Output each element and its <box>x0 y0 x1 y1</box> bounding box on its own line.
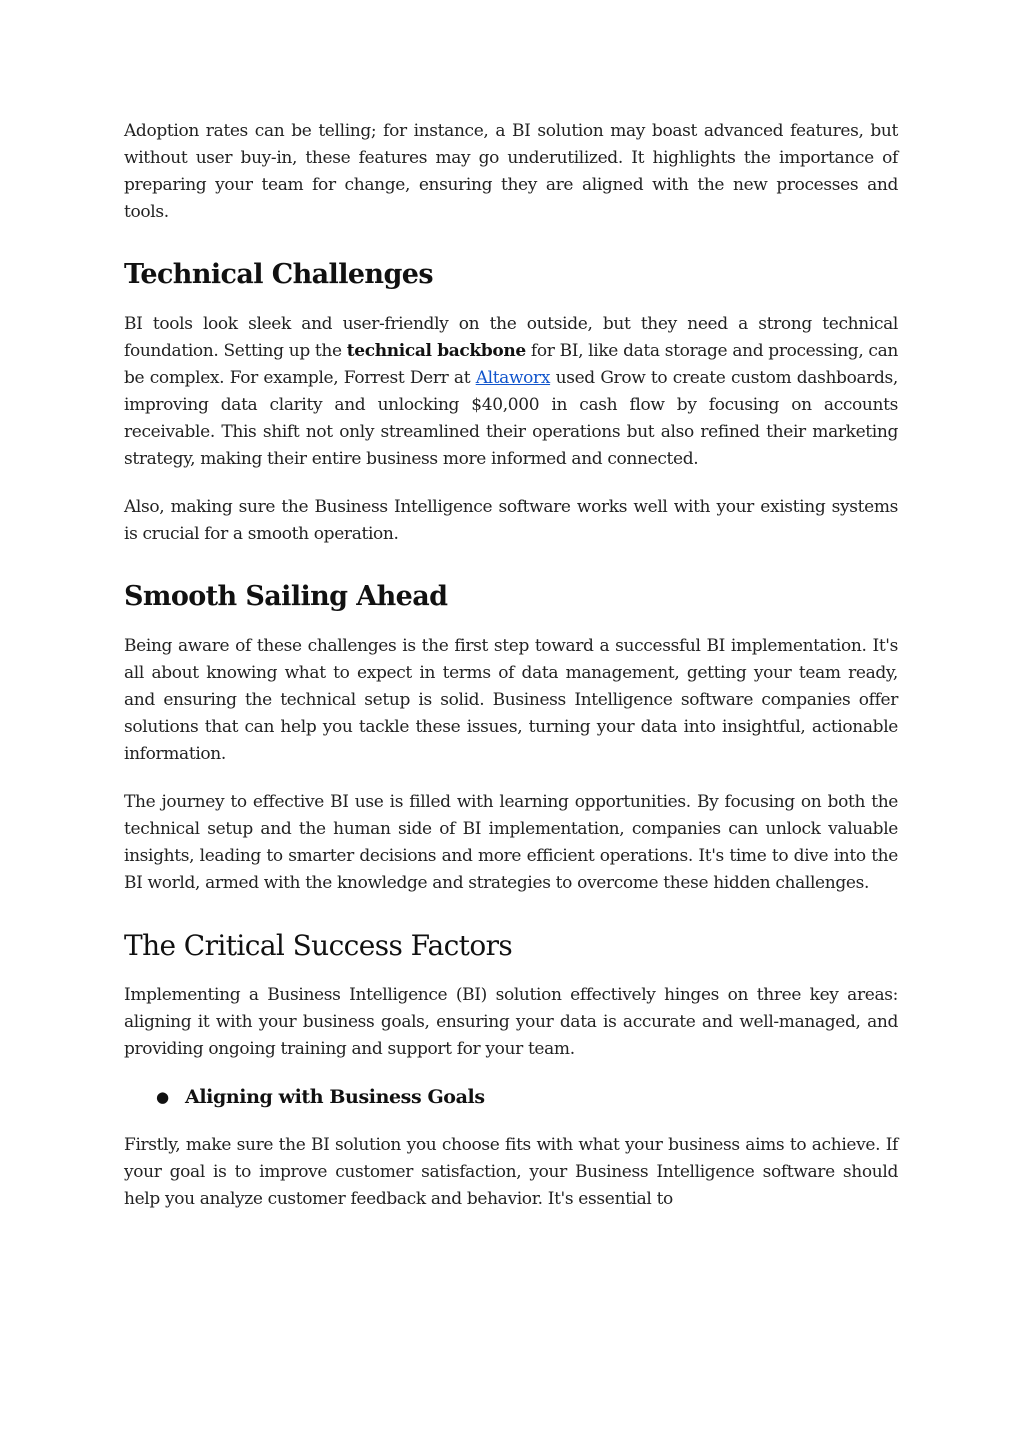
text-segment: for BI, like data storage and processing, can be complex. For example, Forrest Derr at <box>124 341 898 388</box>
document-page <box>124 118 898 1213</box>
text-segment: BI tools look sleek and user-friendly on the outside, but they need a strong technical foundation. Setting up the <box>124 314 898 361</box>
bullet-icon: ● <box>156 1088 169 1106</box>
altaworx-link[interactable]: Altaworx <box>475 368 551 388</box>
bullet-list <box>124 1084 898 1111</box>
paragraph-journey: The journey to effective BI use is filled with learning opportunities. By focusing on both the technical setup and the human side of BI implementation, companies can unlock valuable insights, leading to smarter decisions and more efficient operations. It's time to dive into the BI world, armed with the knowledge and strategies to overcome these hidden challenges. <box>124 792 898 893</box>
heading-critical-success-factors: The Critical Success Factors <box>124 929 513 962</box>
heading-technical-challenges: Technical Challenges <box>124 259 433 290</box>
paragraph-implementing: Implementing a Business Intelligence (BI) solution effectively hinges on three key areas: aligning it with your business goals, ensuring your data is accurate and well-managed, and providing ongoing training and support for your team. <box>124 985 898 1059</box>
paragraph-adoption: Adoption rates can be telling; for instance, a BI solution may boast advanced features, but without user buy-in, these features may go underutilized. It highlights the importance of preparing your team for change, ensuring they are aligned with the new processes and tools. <box>124 121 898 222</box>
bullet-label: Aligning with Business Goals <box>185 1086 485 1108</box>
bold-technical-backbone: technical backbone <box>346 341 526 361</box>
bullet-item-aligning <box>124 1084 898 1111</box>
paragraph-firstly: Firstly, make sure the BI solution you choose fits with what your business aims to achieve. If your goal is to improve customer satisfaction, your Business Intelligence software should help you analyze customer feedback and behavior. It's essential to <box>124 1135 898 1209</box>
paragraph-being-aware: Being aware of these challenges is the first step toward a successful BI implementation. It's all about knowing what to expect in terms of data management, getting your team ready, and ensuring the technical setup is solid. Business Intelligence software companies offer solutions that can help you tackle these issues, turning your data into insightful, actionable information. <box>124 636 898 764</box>
text-segment: used Grow to create custom dashboards, improving data clarity and unlocking $40,000 in cash flow by focusing on accounts receivable. This shift not only streamlined their operations but also refined their marketing strategy, making their entire business more informed and connected. <box>124 368 898 469</box>
paragraph-technical-foundation <box>124 311 898 473</box>
heading-smooth-sailing: Smooth Sailing Ahead <box>124 581 448 612</box>
paragraph-existing-systems: Also, making sure the Business Intelligence software works well with your existing systems is crucial for a smooth operation. <box>124 497 898 544</box>
